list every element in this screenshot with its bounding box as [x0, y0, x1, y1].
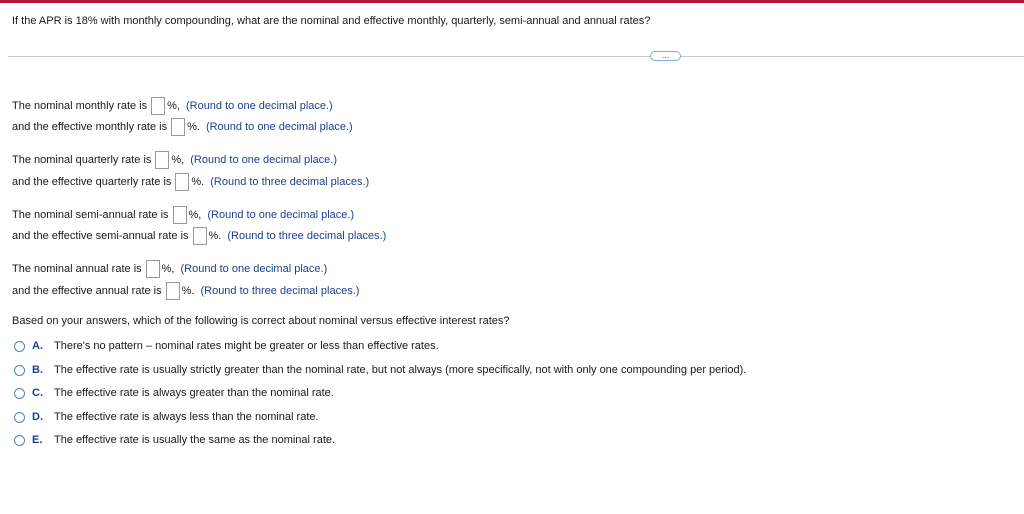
- option-text: The effective rate is always greater than the nominal rate.: [54, 387, 334, 399]
- row-hint: (Round to one decimal place.): [205, 121, 353, 133]
- nominal-semiannual-row: [12, 205, 354, 225]
- effective-semiannual-row: [12, 226, 386, 246]
- row-hint: (Round to one decimal place.): [180, 263, 328, 275]
- option-text: The effective rate is usually strictly greater than the nominal rate, but not always (more specifically, not with only one compounding per period).: [54, 364, 747, 376]
- row-unit: %.: [191, 176, 205, 188]
- row-unit: %.: [187, 121, 200, 133]
- nominal-annual-input[interactable]: [146, 260, 160, 278]
- option-text: The effective rate is always less than the nominal rate.: [54, 411, 319, 423]
- nominal-annual-row: [12, 259, 327, 279]
- row-hint: (Round to three decimal places.): [200, 285, 360, 297]
- effective-annual-row: [12, 281, 359, 301]
- option-letter: A.: [32, 340, 43, 352]
- row-unit: %,: [171, 154, 185, 166]
- row-label: The nominal monthly rate is: [12, 100, 148, 112]
- option-letter: D.: [32, 411, 43, 423]
- row-unit: %,: [188, 209, 202, 221]
- option-a[interactable]: [14, 338, 439, 354]
- option-letter: B.: [32, 364, 43, 376]
- row-unit: %.: [181, 285, 195, 297]
- option-c[interactable]: [14, 385, 334, 401]
- option-b[interactable]: [14, 362, 746, 378]
- row-unit: %,: [161, 263, 175, 275]
- nominal-monthly-input[interactable]: [151, 97, 165, 115]
- row-label: The nominal annual rate is: [12, 263, 142, 275]
- option-e[interactable]: [14, 432, 335, 448]
- row-label: and the effective annual rate is: [12, 285, 162, 297]
- option-letter: C.: [32, 387, 43, 399]
- radio-button[interactable]: [14, 435, 25, 446]
- option-text: The effective rate is usually the same as the nominal rate.: [54, 434, 336, 446]
- question-text: If the APR is 18% with monthly compounding, what are the nominal and effective monthly, quarterly, semi-annual and annual rates?: [12, 15, 651, 27]
- nominal-monthly-row: [12, 96, 333, 116]
- row-unit: %.: [208, 230, 222, 242]
- more-options-button[interactable]: [650, 51, 681, 61]
- radio-button[interactable]: [14, 412, 25, 423]
- effective-semiannual-input[interactable]: [193, 227, 207, 245]
- row-unit: %,: [167, 100, 180, 112]
- option-text: There's no pattern – nominal rates might be greater or less than effective rates.: [54, 340, 439, 352]
- row-hint: (Round to three decimal places.): [227, 230, 387, 242]
- row-hint: (Round to three decimal places.): [210, 176, 370, 188]
- row-label: The nominal semi-annual rate is: [12, 209, 169, 221]
- radio-button[interactable]: [14, 365, 25, 376]
- nominal-quarterly-row: [12, 150, 337, 170]
- effective-annual-input[interactable]: [166, 282, 180, 300]
- row-label: and the effective semi-annual rate is: [12, 230, 189, 242]
- row-label: and the effective quarterly rate is: [12, 176, 172, 188]
- option-letter: E.: [32, 434, 43, 446]
- top-accent-bar: [0, 0, 1024, 3]
- radio-button[interactable]: [14, 388, 25, 399]
- nominal-quarterly-input[interactable]: [155, 151, 169, 169]
- effective-monthly-input[interactable]: [171, 118, 185, 136]
- effective-monthly-row: [12, 117, 353, 137]
- option-d[interactable]: [14, 409, 319, 425]
- mc-question-text: Based on your answers, which of the following is correct about nominal versus effective interest rates?: [12, 315, 510, 327]
- effective-quarterly-row: [12, 172, 369, 192]
- ellipsis-icon: ...: [661, 49, 670, 60]
- row-hint: (Round to one decimal place.): [190, 154, 337, 166]
- effective-quarterly-input[interactable]: [175, 173, 189, 191]
- divider: [8, 56, 1024, 57]
- row-label: and the effective monthly rate is: [12, 121, 168, 133]
- radio-button[interactable]: [14, 341, 25, 352]
- row-label: The nominal quarterly rate is: [12, 154, 152, 166]
- row-hint: (Round to one decimal place.): [185, 100, 333, 112]
- row-hint: (Round to one decimal place.): [207, 209, 355, 221]
- nominal-semiannual-input[interactable]: [173, 206, 187, 224]
